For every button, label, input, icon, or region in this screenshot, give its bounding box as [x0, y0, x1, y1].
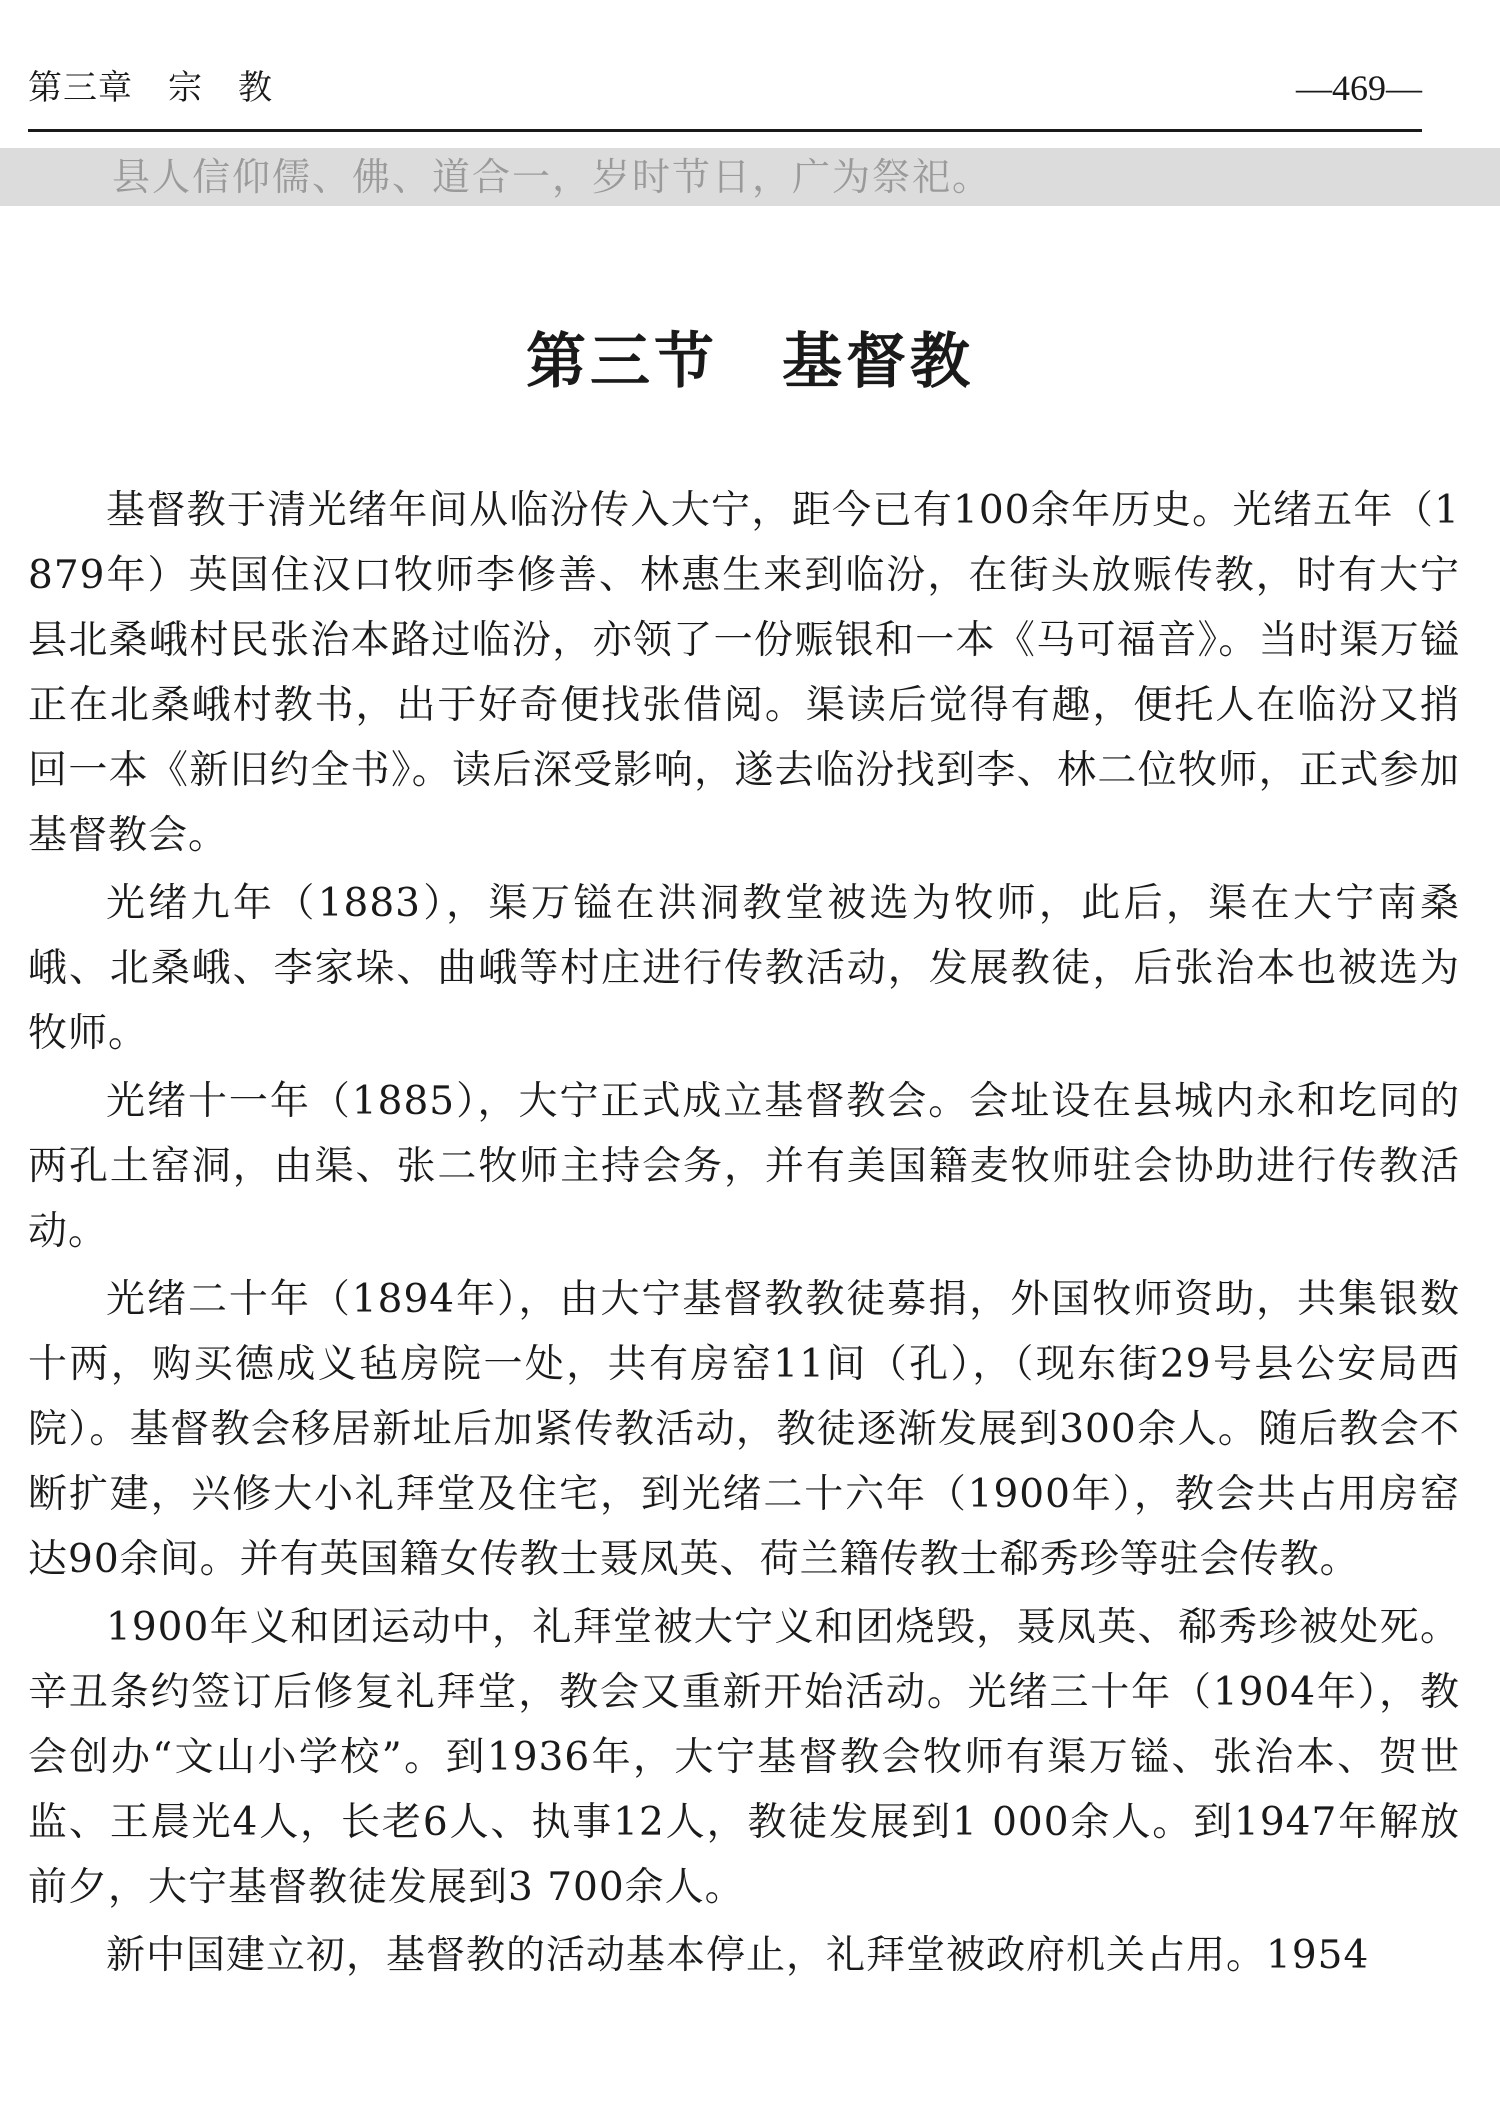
previous-page-band	[0, 148, 1500, 206]
body-text	[28, 478, 1460, 1991]
paragraph: 光绪十一年（1885），大宁正式成立基督教会。会址设在县城内永和圪同的两孔土窑洞，由渠、张二牧师主持会务，并有美国籍麦牧师驻会协助进行传教活动。	[28, 1079, 1460, 1254]
paragraph: 光绪二十年（1894年），由大宁基督教教徒募捐，外国牧师资助，共集银数十两，购买德成义毡房院一处，共有房窑11间（孔），（现东街29号县公安局西院）。基督教会移居新址后加紧传教活动，教徒逐渐发展到300余人。随后教会不断扩建，兴修大小礼拜堂及住宅，到光绪二十六年（1900年），教会共占用房窑达90余间。并有英国籍女传教士聂凤英、荷兰籍传教士郗秀珍等驻会传教。	[28, 1277, 1460, 1582]
paragraph: 1900年义和团运动中，礼拜堂被大宁义和团烧毁，聂凤英、郗秀珍被处死。辛丑条约签订后修复礼拜堂，教会又重新开始活动。光绪三十年（1904年），教会创办“文山小学校”。到1936年，大宁基督教会牧师有渠万镒、张治本、贺世监、王晨光4人，长老6人、执事12人，教徒发展到1 000余人。到1947年解放前夕，大宁基督教徒发展到3 700余人。	[28, 1605, 1460, 1910]
paragraph: 基督教于清光绪年间从临汾传入大宁，距今已有100余年历史。光绪五年（1879年）英国住汉口牧师李修善、林惠生来到临汾，在街头放赈传教，时有大宁县北桑峨村民张治本路过临汾，亦领了一份赈银和一本《马可福音》。当时渠万镒正在北桑峨村教书，出于好奇便找张借阅。渠读后觉得有趣，便托人在临汾又捎回一本《新旧约全书》。读后深受影响，遂去临汾找到李、林二位牧师，正式参加基督教会。	[28, 488, 1460, 858]
paragraph: 光绪九年（1883），渠万镒在洪洞教堂被选为牧师，此后，渠在大宁南桑峨、北桑峨、李家垛、曲峨等村庄进行传教活动，发展教徒，后张治本也被选为牧师。	[28, 881, 1460, 1056]
page-number: —469—	[1296, 68, 1422, 108]
chapter-title: 第三章 宗 教	[28, 68, 273, 108]
previous-page-text: 县人信仰儒、佛、道合一，岁时节日，广为祭祀。	[112, 155, 993, 199]
header-rule	[28, 129, 1422, 132]
section-title: 第三节 基督教	[526, 327, 974, 397]
paragraph: 新中国建立初，基督教的活动基本停止，礼拜堂被政府机关占用。1954	[106, 1933, 1370, 1978]
running-header	[28, 64, 1422, 114]
